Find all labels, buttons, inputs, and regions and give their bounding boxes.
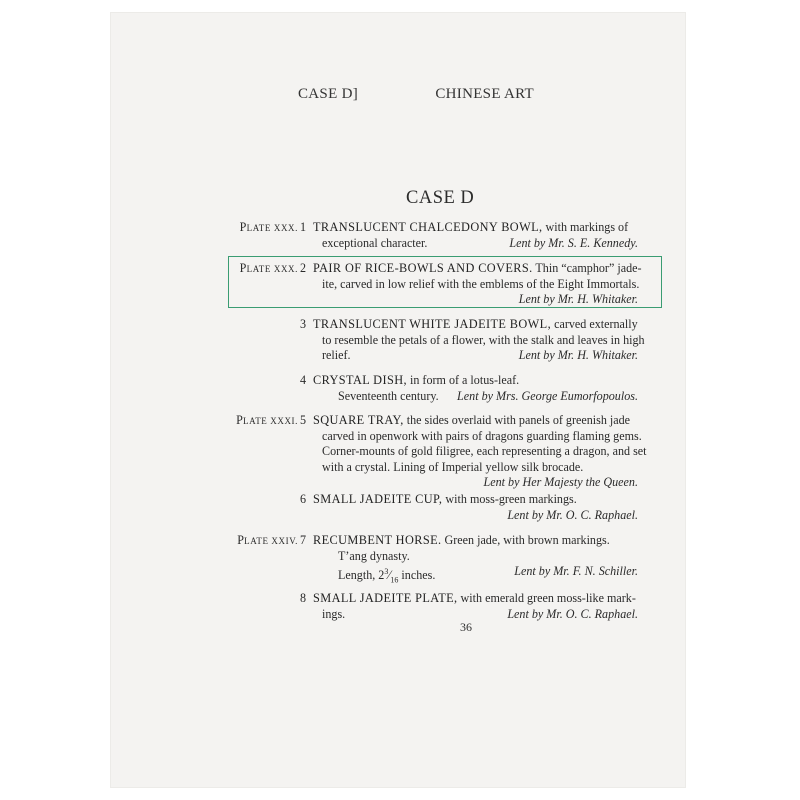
entry-number: 4: [300, 373, 307, 387]
entry-text: T’ang dynasty.: [338, 548, 410, 563]
entry-text: relief.: [322, 348, 351, 362]
entry-title: SMALL JADEITE CUP,: [313, 492, 443, 506]
case-heading: CASE D: [406, 188, 475, 208]
lender: Lent by Mr. H. Whitaker.: [518, 348, 638, 362]
plate-reference: PLATE XXX.: [239, 220, 298, 234]
entry-title: TRANSLUCENT CHALCEDONY BOWL,: [313, 220, 543, 234]
entry-text: with markings of: [545, 220, 629, 234]
lender: Lent by Mr. S. E. Kennedy.: [509, 235, 638, 250]
entry-text: Corner-mounts of gold filigree, each representing a dragon, and set: [322, 444, 647, 458]
entry-number: 1: [300, 220, 307, 234]
entry-text: in form of a lotus-leaf.: [409, 373, 520, 387]
entry-title: CRYSTAL DISH,: [313, 373, 407, 387]
running-head: [298, 86, 534, 103]
entry-text: with a crystal. Lining of Imperial yellow silk brocade.: [322, 459, 584, 474]
lender: Lent by Mr. H. Whitaker.: [518, 292, 638, 306]
lender: Lent by Mrs. George Eumorfopoulos.: [457, 388, 638, 403]
entry-number: 3: [300, 317, 307, 331]
lender: Lent by Mr. O. C. Raphael.: [507, 606, 638, 621]
catalogue-entry: [226, 373, 660, 404]
plate-reference: PLATE XXX.: [239, 261, 298, 275]
entry-number: 5: [300, 413, 307, 427]
lender: Lent by Her Majesty the Queen.: [483, 475, 638, 489]
entry-number: 6: [300, 492, 307, 506]
catalogue-entry: [226, 261, 660, 308]
catalogue-entry: [226, 492, 660, 523]
lender: Lent by Mr. F. N. Schiller.: [514, 564, 638, 578]
catalogue-entry: [226, 220, 660, 251]
catalogue-entry: [226, 591, 660, 622]
dimension-text: Length, $2^3⁄_{16}$ inches.: [338, 567, 436, 585]
running-head-right: CHINESE ART: [435, 86, 534, 102]
entry-title: SMALL JADEITE PLATE,: [313, 591, 458, 605]
entry-text: ings.: [322, 606, 346, 621]
entry-text: with moss-green markings.: [445, 492, 577, 506]
entry-number: 2: [300, 261, 307, 275]
catalogue-entry: [226, 533, 660, 585]
entry-text: to resemble the petals of a flower, with the stalk and leaves in high: [322, 332, 645, 347]
entry-title: TRANSLUCENT WHITE JADEITE BOWL,: [313, 317, 552, 331]
entry-text: carved externally: [554, 317, 638, 331]
plate-reference: PLATE XXIV.: [237, 533, 298, 547]
entry-text: Seventeenth century.: [338, 388, 439, 403]
entry-text: with emerald green moss-like mark-: [460, 591, 636, 605]
catalogue-entry: [226, 317, 660, 364]
entry-title: SQUARE TRAY,: [313, 413, 404, 427]
page-number: 36: [460, 620, 472, 634]
entry-title: RECUMBENT HORSE.: [313, 533, 442, 547]
entry-text: Thin “camphor” jade-: [535, 261, 642, 275]
entry-number: 7: [300, 533, 307, 547]
catalogue-entry: [226, 413, 660, 491]
lender: Lent by Mr. O. C. Raphael.: [507, 507, 638, 522]
plate-reference: PLATE XXXI.: [236, 413, 298, 427]
entry-title: PAIR OF RICE-BOWLS AND COVERS.: [313, 261, 533, 275]
running-head-left: CASE D]: [298, 86, 359, 102]
entry-text: carved in openwork with pairs of dragons guarding flaming gems.: [322, 428, 642, 443]
entry-text: ite, carved in low relief with the emblems of the Eight Immortals.: [322, 276, 640, 291]
entry-text: the sides overlaid with panels of greenish jade: [406, 413, 631, 427]
entry-text: Green jade, with brown markings.: [444, 533, 610, 547]
entry-number: 8: [300, 591, 307, 605]
entry-text: exceptional character.: [322, 235, 428, 250]
